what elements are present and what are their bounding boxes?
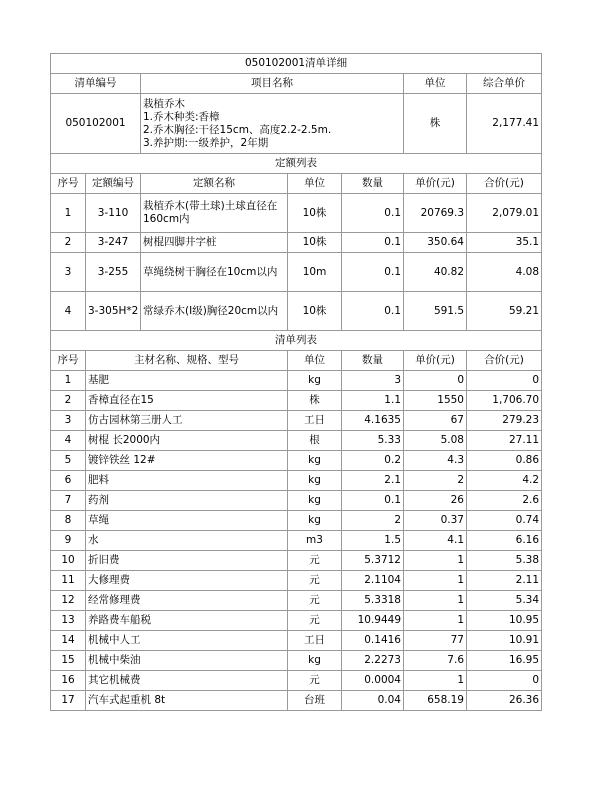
quota-unit-price: 40.82 bbox=[404, 253, 467, 292]
material-unit: kg bbox=[288, 451, 342, 471]
material-qty: 0.1416 bbox=[342, 631, 404, 651]
material-name: 树棍 长2000内 bbox=[86, 431, 288, 451]
material-unit: kg bbox=[288, 471, 342, 491]
material-total: 0 bbox=[467, 671, 542, 691]
quota-code: 3-247 bbox=[86, 233, 141, 253]
material-row bbox=[51, 411, 542, 431]
material-unit: 株 bbox=[288, 391, 342, 411]
material-qty: 2.1 bbox=[342, 471, 404, 491]
material-total: 0.74 bbox=[467, 511, 542, 531]
material-row bbox=[51, 651, 542, 671]
quota-row bbox=[51, 194, 542, 233]
material-unit: 工日 bbox=[288, 631, 342, 651]
material-row bbox=[51, 531, 542, 551]
bill-desc-line: 2.乔木胸径:干径15cm、高度2.2-2.5m. bbox=[143, 123, 332, 136]
material-unit: kg bbox=[288, 491, 342, 511]
quota-header-row bbox=[51, 174, 542, 194]
material-header-cell: 数量 bbox=[342, 351, 404, 371]
material-row bbox=[51, 491, 542, 511]
quota-total: 2,079.01 bbox=[467, 194, 542, 233]
quota-seq: 1 bbox=[51, 194, 86, 233]
material-unit-price: 2 bbox=[404, 471, 467, 491]
material-seq: 1 bbox=[51, 371, 86, 391]
quota-header-cell: 合价(元) bbox=[467, 174, 542, 194]
material-qty: 3 bbox=[342, 371, 404, 391]
material-unit: kg bbox=[288, 651, 342, 671]
material-name: 大修理费 bbox=[86, 571, 288, 591]
quota-qty: 0.1 bbox=[342, 233, 404, 253]
quota-code: 3-255 bbox=[86, 253, 141, 292]
quota-qty: 0.1 bbox=[342, 292, 404, 331]
material-unit: 元 bbox=[288, 571, 342, 591]
material-row bbox=[51, 511, 542, 531]
quota-header-cell: 定额名称 bbox=[141, 174, 288, 194]
quota-name: 草绳绕树干胸径在10cm以内 bbox=[141, 253, 288, 292]
quota-unit-price: 591.5 bbox=[404, 292, 467, 331]
material-total: 10.91 bbox=[467, 631, 542, 651]
material-unit-price: 67 bbox=[404, 411, 467, 431]
quota-total: 59.21 bbox=[467, 292, 542, 331]
material-unit: kg bbox=[288, 371, 342, 391]
material-qty: 0.1 bbox=[342, 491, 404, 511]
material-unit-price: 1 bbox=[404, 571, 467, 591]
material-seq: 12 bbox=[51, 591, 86, 611]
material-unit: 元 bbox=[288, 551, 342, 571]
material-header-cell: 主材名称、规格、型号 bbox=[86, 351, 288, 371]
material-seq: 17 bbox=[51, 691, 86, 711]
bill-desc-line: 栽植乔木 bbox=[143, 97, 185, 110]
material-qty: 10.9449 bbox=[342, 611, 404, 631]
material-total: 5.38 bbox=[467, 551, 542, 571]
material-name: 肥料 bbox=[86, 471, 288, 491]
material-qty: 1.5 bbox=[342, 531, 404, 551]
material-total: 2.11 bbox=[467, 571, 542, 591]
material-total: 0.86 bbox=[467, 451, 542, 471]
bill-unit: 株 bbox=[404, 94, 467, 154]
material-name: 仿古园林第三册人工 bbox=[86, 411, 288, 431]
material-unit: 工日 bbox=[288, 411, 342, 431]
material-name: 养路费车船税 bbox=[86, 611, 288, 631]
material-seq: 5 bbox=[51, 451, 86, 471]
material-total: 6.16 bbox=[467, 531, 542, 551]
quota-code: 3-305H*2 bbox=[86, 292, 141, 331]
material-seq: 14 bbox=[51, 631, 86, 651]
material-total: 0 bbox=[467, 371, 542, 391]
bill-description bbox=[141, 94, 404, 154]
material-name: 机械中柴油 bbox=[86, 651, 288, 671]
quota-seq: 4 bbox=[51, 292, 86, 331]
material-total: 10.95 bbox=[467, 611, 542, 631]
material-name: 基肥 bbox=[86, 371, 288, 391]
material-total: 5.34 bbox=[467, 591, 542, 611]
material-seq: 15 bbox=[51, 651, 86, 671]
bill-name-header: 项目名称 bbox=[141, 74, 404, 94]
material-header-cell: 单价(元) bbox=[404, 351, 467, 371]
material-total: 2.6 bbox=[467, 491, 542, 511]
material-unit-price: 0 bbox=[404, 371, 467, 391]
material-row bbox=[51, 371, 542, 391]
material-unit-price: 0.37 bbox=[404, 511, 467, 531]
material-qty: 2.1104 bbox=[342, 571, 404, 591]
material-qty: 4.1635 bbox=[342, 411, 404, 431]
material-row bbox=[51, 431, 542, 451]
quota-row bbox=[51, 233, 542, 253]
quota-section-title: 定额列表 bbox=[51, 154, 542, 174]
bill-detail-table bbox=[50, 53, 542, 711]
material-qty: 5.33 bbox=[342, 431, 404, 451]
quota-unit-price: 350.64 bbox=[404, 233, 467, 253]
quota-unit: 10株 bbox=[288, 194, 342, 233]
material-seq: 16 bbox=[51, 671, 86, 691]
material-seq: 6 bbox=[51, 471, 86, 491]
material-row bbox=[51, 571, 542, 591]
material-name: 水 bbox=[86, 531, 288, 551]
bill-price-header: 综合单价 bbox=[467, 74, 542, 94]
material-seq: 2 bbox=[51, 391, 86, 411]
material-name: 汽车式起重机 8t bbox=[86, 691, 288, 711]
quota-header-cell: 单位 bbox=[288, 174, 342, 194]
material-seq: 9 bbox=[51, 531, 86, 551]
bill-row bbox=[51, 94, 542, 154]
material-unit-price: 77 bbox=[404, 631, 467, 651]
material-seq: 7 bbox=[51, 491, 86, 511]
material-total: 1,706.70 bbox=[467, 391, 542, 411]
material-qty: 2.2273 bbox=[342, 651, 404, 671]
material-header-row bbox=[51, 351, 542, 371]
material-name: 机械中人工 bbox=[86, 631, 288, 651]
material-qty: 0.2 bbox=[342, 451, 404, 471]
material-header-cell: 序号 bbox=[51, 351, 86, 371]
material-unit: 元 bbox=[288, 611, 342, 631]
quota-unit: 10株 bbox=[288, 233, 342, 253]
quota-header-cell: 定额编号 bbox=[86, 174, 141, 194]
material-name: 经常修理费 bbox=[86, 591, 288, 611]
material-unit: kg bbox=[288, 511, 342, 531]
material-row bbox=[51, 471, 542, 491]
material-unit-price: 658.19 bbox=[404, 691, 467, 711]
material-qty: 5.3318 bbox=[342, 591, 404, 611]
material-unit-price: 4.1 bbox=[404, 531, 467, 551]
bill-code: 050102001 bbox=[51, 94, 141, 154]
material-seq: 13 bbox=[51, 611, 86, 631]
material-qty: 0.04 bbox=[342, 691, 404, 711]
quota-name: 树棍四脚井字桩 bbox=[141, 233, 288, 253]
bill-price: 2,177.41 bbox=[467, 94, 542, 154]
material-unit: 元 bbox=[288, 671, 342, 691]
bill-desc-line: 1.乔木种类:香樟 bbox=[143, 110, 220, 123]
material-name: 香樟直径在15 bbox=[86, 391, 288, 411]
material-unit-price: 1 bbox=[404, 611, 467, 631]
quota-header-cell: 数量 bbox=[342, 174, 404, 194]
material-row bbox=[51, 551, 542, 571]
quota-name: 栽植乔木(带土球)土球直径在160cm内 bbox=[141, 194, 288, 233]
material-unit: m3 bbox=[288, 531, 342, 551]
bill-unit-header: 单位 bbox=[404, 74, 467, 94]
material-row bbox=[51, 451, 542, 471]
material-seq: 11 bbox=[51, 571, 86, 591]
material-unit-price: 1 bbox=[404, 671, 467, 691]
material-unit-price: 7.6 bbox=[404, 651, 467, 671]
bill-code-header: 清单编号 bbox=[51, 74, 141, 94]
quota-header-cell: 序号 bbox=[51, 174, 86, 194]
quota-qty: 0.1 bbox=[342, 194, 404, 233]
material-unit-price: 5.08 bbox=[404, 431, 467, 451]
material-unit: 元 bbox=[288, 591, 342, 611]
quota-code: 3-110 bbox=[86, 194, 141, 233]
material-section-title: 清单列表 bbox=[51, 331, 542, 351]
material-seq: 10 bbox=[51, 551, 86, 571]
material-name: 镀锌铁丝 12# bbox=[86, 451, 288, 471]
material-row bbox=[51, 591, 542, 611]
material-unit-price: 1550 bbox=[404, 391, 467, 411]
table-title: 050102001清单详细 bbox=[51, 54, 542, 74]
material-unit-price: 4.3 bbox=[404, 451, 467, 471]
material-row bbox=[51, 391, 542, 411]
quota-qty: 0.1 bbox=[342, 253, 404, 292]
quota-unit: 10m bbox=[288, 253, 342, 292]
quota-row bbox=[51, 253, 542, 292]
material-unit-price: 1 bbox=[404, 551, 467, 571]
material-row bbox=[51, 631, 542, 651]
quota-seq: 3 bbox=[51, 253, 86, 292]
material-qty: 5.3712 bbox=[342, 551, 404, 571]
material-name: 草绳 bbox=[86, 511, 288, 531]
material-seq: 8 bbox=[51, 511, 86, 531]
quota-unit-price: 20769.3 bbox=[404, 194, 467, 233]
quota-name: 常绿乔木(Ⅰ级)胸径20cm以内 bbox=[141, 292, 288, 331]
material-total: 27.11 bbox=[467, 431, 542, 451]
material-row bbox=[51, 671, 542, 691]
material-name: 药剂 bbox=[86, 491, 288, 511]
material-unit-price: 26 bbox=[404, 491, 467, 511]
quota-header-cell: 单价(元) bbox=[404, 174, 467, 194]
material-unit: 根 bbox=[288, 431, 342, 451]
material-seq: 4 bbox=[51, 431, 86, 451]
material-qty: 1.1 bbox=[342, 391, 404, 411]
bill-header-row bbox=[51, 74, 542, 94]
material-qty: 0.0004 bbox=[342, 671, 404, 691]
material-unit: 台班 bbox=[288, 691, 342, 711]
material-unit-price: 1 bbox=[404, 591, 467, 611]
material-total: 279.23 bbox=[467, 411, 542, 431]
material-name: 其它机械费 bbox=[86, 671, 288, 691]
quota-seq: 2 bbox=[51, 233, 86, 253]
material-total: 26.36 bbox=[467, 691, 542, 711]
quota-row bbox=[51, 292, 542, 331]
quota-total: 35.1 bbox=[467, 233, 542, 253]
material-total: 4.2 bbox=[467, 471, 542, 491]
quota-total: 4.08 bbox=[467, 253, 542, 292]
bill-desc-line: 3.养护期:一级养护，2年期 bbox=[143, 136, 269, 149]
quota-unit: 10株 bbox=[288, 292, 342, 331]
material-qty: 2 bbox=[342, 511, 404, 531]
material-header-cell: 合价(元) bbox=[467, 351, 542, 371]
material-row bbox=[51, 611, 542, 631]
material-row bbox=[51, 691, 542, 711]
material-header-cell: 单位 bbox=[288, 351, 342, 371]
material-total: 16.95 bbox=[467, 651, 542, 671]
material-name: 折旧费 bbox=[86, 551, 288, 571]
material-seq: 3 bbox=[51, 411, 86, 431]
